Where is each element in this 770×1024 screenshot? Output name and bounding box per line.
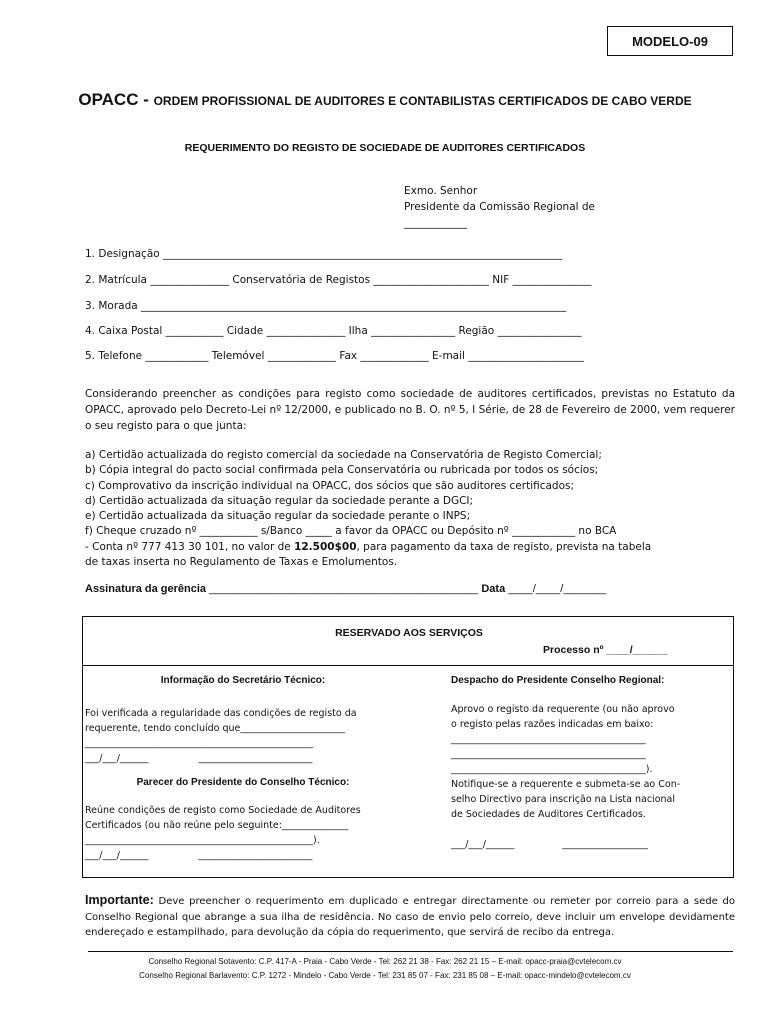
president-dispatch: [451, 673, 680, 852]
model-number: MODELO-09: [632, 33, 708, 49]
addressee-line: Presidente da Comissão Regional de: [404, 201, 596, 213]
documents-list: [85, 448, 735, 570]
date-field[interactable]: ___/___/______: [85, 850, 149, 861]
divider: [83, 665, 733, 666]
opinion-reason-field[interactable]: Certificados (ou não reúne pelo seguinte:______________: [85, 820, 349, 831]
account-text: - Conta nº 777 413 30 101, no valor de: [85, 540, 295, 553]
date-field[interactable]: ___/___/______: [85, 753, 149, 764]
org-abbreviation: OPACC -: [78, 90, 154, 109]
dispatch-text: o registo pelas razões indicadas em baixo:: [451, 719, 654, 730]
org-name: ORDEM PROFISSIONAL DE AUDITORES E CONTABILISTAS CERTIFICADOS DE CABO VERDE: [153, 94, 692, 108]
important-note: [85, 893, 735, 941]
dispatch-blank-line[interactable]: _________________________________________: [451, 749, 646, 760]
list-item-regulation: de taxas inserta no Regulamento de Taxas e Emolumentos.: [85, 556, 398, 569]
date-label: Data: [481, 583, 506, 595]
council-opinion: [85, 803, 361, 863]
field-matricula[interactable]: 2. Matrícula _______________ Conservatória de Registos ______________________ NIF _______________: [85, 274, 592, 286]
secretary-heading: [83, 673, 403, 688]
signature-field[interactable]: __________________: [562, 839, 648, 850]
dispatch-text: de Sociedades de Auditores Certificados.: [451, 809, 646, 820]
dispatch-blank-line[interactable]: _________________________________________).: [451, 764, 653, 775]
list-item-account: [85, 540, 735, 555]
dispatch-text: Notifique-se a requerente e submeta-se ao Con-: [451, 779, 681, 790]
process-number-field[interactable]: Processo nº ____/______: [543, 644, 668, 656]
field-telefone[interactable]: 5. Telefone ____________ Telemóvel _____________ Fax _____________ E-mail ______________________: [85, 350, 584, 362]
list-item: b) Cópia integral do pacto social confirmada pela Conservatória ou rubricada por todos os sócios;: [85, 464, 599, 477]
signature-field[interactable]: ____________________________________________: [206, 583, 482, 595]
dispatch-text: Aprovo o registo da requerente (ou não aprovo: [451, 704, 675, 715]
info-blank-line[interactable]: ________________________________________________: [85, 738, 313, 749]
dispatch-blank-line[interactable]: _________________________________________: [451, 734, 646, 745]
date-field[interactable]: ___/___/______: [451, 839, 515, 850]
list-item-cheque[interactable]: f) Cheque cruzado nº ___________ s/Banco _____ a favor da OPACC ou Depósito nº ____________ no BCA: [85, 525, 617, 538]
important-label: Importante:: [85, 893, 154, 907]
info-conclusion-field[interactable]: requerente, tendo concluído que______________________: [85, 723, 345, 734]
dispatch-text: selho Directivo para inscrição na Lista nacional: [451, 794, 675, 805]
field-caixa-postal[interactable]: 4. Caixa Postal ___________ Cidade _______________ Ilha ________________ Região ________________: [85, 325, 582, 337]
model-number-box: [607, 26, 733, 56]
account-text-end: , para pagamento da taxa de registo, prevista na tabela: [356, 540, 652, 553]
signature-row: [85, 583, 735, 595]
list-item: a) Certidão actualizada do registo comercial da sociedade na Conservatória de Registo Comercial;: [85, 449, 602, 461]
footer-sotavento: Conselho Regional Sotavento: C.P. 417-A - Praia - Cabo Verde - Tel: 262 21 38 - Fax: 262 21 15 – E-mail: opacc-praia@cvtelecom.cv: [148, 957, 622, 966]
info-text: Foi verificada a regularidade das condições de registo da: [85, 708, 357, 719]
addressee-region-blank[interactable]: ____________: [404, 217, 467, 229]
reserved-services-box: [82, 616, 734, 878]
section-heading: Despacho do Presidente Conselho Regional:: [451, 675, 665, 686]
reserved-title: RESERVADO AOS SERVIÇOS: [335, 627, 483, 639]
signature-label: Assinatura da gerência: [85, 583, 207, 595]
opinion-blank-line[interactable]: ________________________________________________).: [85, 835, 320, 846]
list-item: d) Certidão actualizada da situação regular da sociedade perante a DGCI;: [85, 494, 474, 507]
field-morada[interactable]: 3. Morada _________________________________________________________________________________: [85, 300, 567, 312]
secretary-info: [85, 706, 357, 766]
date-field[interactable]: ____/____/_______: [505, 583, 607, 595]
list-item: c) Comprovativo da inscrição individual na OPACC, dos sócios que são auditores certificados;: [85, 479, 575, 492]
important-text: Deve preencher o requerimento em duplicado e entregar directamente ou remeter por correio para a sede do Conselho Regional que abrange a sua ilha de residência. No caso de envio pelo correio, deve incluir um envelope devidamente endereçado e estampilhado, para devolução da cópia do requerimento, que servirá de recibo da entrega.: [85, 896, 735, 938]
fee-amount: 12.500$00: [294, 540, 357, 553]
list-item: e) Certidão actualizada da situação regular da sociedade perante o INPS;: [85, 510, 471, 523]
organization-header: [0, 90, 770, 110]
section-heading: Parecer do Presidente do Conselho Técnico:: [136, 777, 350, 788]
footer-barlavento: Conselho Regional Barlavento: C.P. 1272 - Mindelo - Cabo Verde - Tel: 231 85 07 - Fax: 231 85 08 – E-mail: opacc-mindelo@cvtelecom.cv: [139, 971, 631, 980]
field-designacao[interactable]: 1. Designação ____________________________________________________________________________: [85, 248, 563, 260]
intro-paragraph: Considerando preencher as condições para registo como sociedade de auditores certificados, previstas no Estatuto da OPACC, aprovado pelo Decreto-Lei nº 12/2000, e publicado no B. O. nº 5, I Série, de 28 de Fevereiro de 2000, vem requerer o seu registo para o que junta:: [85, 388, 735, 432]
council-heading: [83, 775, 403, 790]
addressee-block: [404, 183, 595, 231]
section-heading: Informação do Secretário Técnico:: [160, 675, 326, 686]
footer-divider: [88, 951, 733, 952]
addressee-line: Exmo. Senhor: [404, 185, 478, 197]
signature-field[interactable]: ________________________: [198, 753, 313, 764]
signature-field[interactable]: ________________________: [198, 850, 313, 861]
form-title: REQUERIMENTO DO REGISTO DE SOCIEDADE DE AUDITORES CERTIFICADOS: [184, 142, 586, 154]
opinion-text: Reúne condições de registo como Sociedade de Auditores: [85, 805, 361, 816]
